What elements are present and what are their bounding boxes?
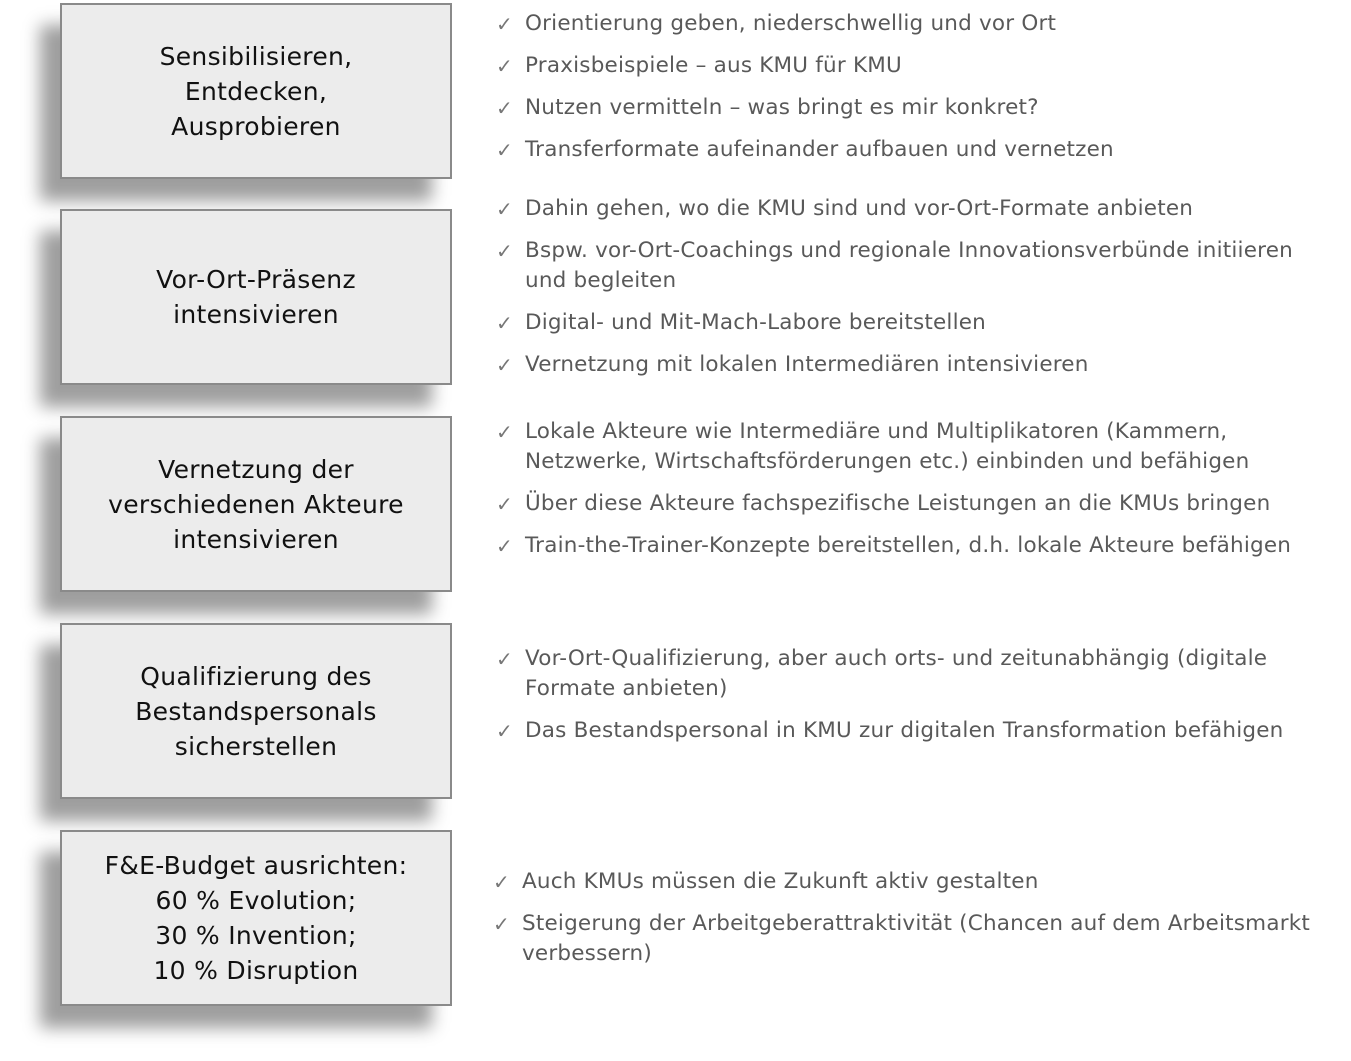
check-icon: ✓ [496,647,513,671]
check-icon: ✓ [496,420,513,444]
bullet-item: ✓ Orientierung geben, niederschwellig und vor Ort [496,9,1336,39]
bullet-item: ✓ Steigerung der Arbeitgeberattraktivität (Chancen auf dem Arbeitsmarkt verbessern) [493,911,1311,966]
category-title: Vernetzung der verschiedenen Akteure intensivieren [108,454,404,554]
bullet-list [496,194,1336,392]
category-box [60,3,452,179]
check-icon: ✓ [496,138,513,162]
bullet-item: ✓ Nutzen vermitteln – was bringt es mir konkret? [496,93,1336,123]
category-title: Vor-Ort-Präsenz intensivieren [156,265,356,329]
bullet-item: ✓ Vor-Ort-Qualifizierung, aber auch orts- und zeitunabhängig (digitale Formate anbieten) [496,646,1268,701]
bullet-item: ✓ Praxisbeispiele – aus KMU für KMU [496,51,1336,81]
bullet-item: ✓ Train-the-Trainer-Konzepte bereitstellen, d.h. lokale Akteure befähigen [496,531,1336,561]
bullet-list [496,9,1336,177]
bullet-list [496,417,1336,573]
bullet-item: ✓ Auch KMUs müssen die Zukunft aktiv gestalten [493,867,1333,897]
check-icon: ✓ [493,870,510,894]
bullet-item: ✓ Transferformate aufeinander aufbauen und vernetzen [496,135,1336,165]
check-icon: ✓ [496,353,513,377]
bullet-list [496,644,1336,758]
category-box [60,830,452,1006]
bullet-item: ✓ Das Bestandspersonal in KMU zur digitalen Transformation befähigen [496,716,1336,746]
check-icon: ✓ [496,492,513,516]
bullet-item: ✓ Über diese Akteure fachspezifische Leistungen an die KMUs bringen [496,489,1336,519]
check-icon: ✓ [496,239,513,263]
category-title: Sensibilisieren, Entdecken, Ausprobieren [159,41,353,141]
bullet-item: ✓ Bspw. vor-Ort-Coachings und regionale Innovationsverbünde initiieren und begleiten [496,238,1293,293]
check-icon: ✓ [493,912,510,936]
bullet-item: ✓ Vernetzung mit lokalen Intermediären intensivieren [496,350,1336,380]
check-icon: ✓ [496,54,513,78]
category-box [60,416,452,592]
bullet-item: ✓ Digital- und Mit-Mach-Labore bereitstellen [496,308,1336,338]
check-icon: ✓ [496,311,513,335]
check-icon: ✓ [496,719,513,743]
check-icon: ✓ [496,12,513,36]
category-title: F&E-Budget ausrichten: 60 % Evolution; 30 % Invention; 10 % Disruption [104,851,408,985]
check-icon: ✓ [496,197,513,221]
bullet-item: ✓ Lokale Akteure wie Intermediäre und Multiplikatoren (Kammern, Netzwerke, Wirtschaftsförderungen etc.) einbinden und befähigen [496,419,1250,474]
check-icon: ✓ [496,534,513,558]
bullet-item: ✓ Dahin gehen, wo die KMU sind und vor-Ort-Formate anbieten [496,194,1336,224]
bullet-list [493,867,1333,981]
category-box [60,623,452,799]
check-icon: ✓ [496,96,513,120]
category-box [60,209,452,385]
category-title: Qualifizierung des Bestandspersonals sicherstellen [135,661,377,761]
